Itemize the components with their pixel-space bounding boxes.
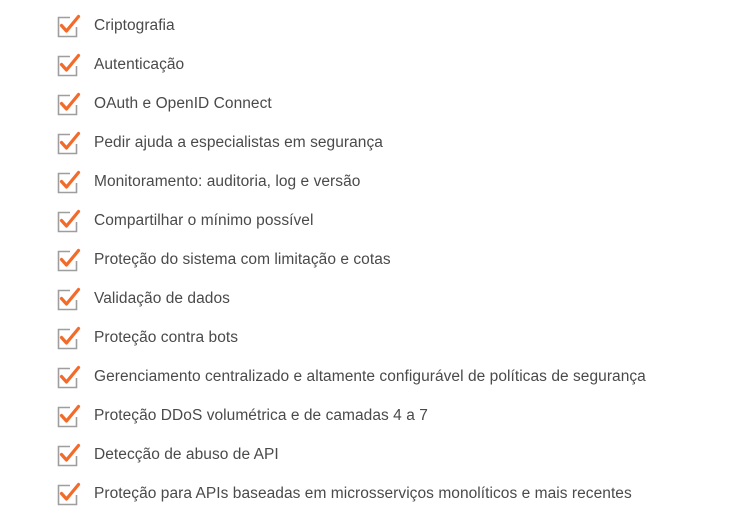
checklist-item [55,6,725,45]
checklist-item-label: Gerenciamento centralizado e altamente configurável de políticas de segurança [94,367,646,385]
checklist-item [55,84,725,123]
checked-box-icon [55,247,81,273]
checked-box-icon [55,130,81,156]
checklist-item [55,279,725,318]
checked-box-icon [55,403,81,429]
checked-box-icon [55,325,81,351]
checked-box-icon [55,286,81,312]
checklist-item [55,201,725,240]
checked-box-icon [55,169,81,195]
checklist-item [55,123,725,162]
checklist-item [55,162,725,201]
checklist-item [55,396,725,435]
checklist-item-label: Proteção para APIs baseadas em microsserviços monolíticos e mais recentes [94,484,632,502]
checklist-item-label: Proteção contra bots [94,328,239,346]
checked-box-icon [55,91,81,117]
security-checklist [55,6,725,513]
checked-box-icon [55,52,81,78]
checklist-item [55,474,725,513]
checklist-item-label: Validação de dados [94,289,230,307]
checklist-item [55,357,725,396]
checklist-item-label: Criptografia [94,16,175,34]
checklist-item [55,240,725,279]
checklist-item-label: Pedir ajuda a especialistas em segurança [94,133,383,151]
checklist-item-label: Proteção DDoS volumétrica e de camadas 4 a 7 [94,406,428,424]
checked-box-icon [55,208,81,234]
checklist-item [55,318,725,357]
checklist-item-label: Detecção de abuso de API [94,445,279,463]
checked-box-icon [55,442,81,468]
checked-box-icon [55,481,81,507]
checklist-item-label: OAuth e OpenID Connect [94,94,272,112]
checklist-item [55,45,725,84]
checklist-item-label: Compartilhar o mínimo possível [94,211,314,229]
checklist-item-label: Autenticação [94,55,185,73]
checklist-item [55,435,725,474]
checklist-item-label: Proteção do sistema com limitação e cotas [94,250,391,268]
checklist-item-label: Monitoramento: auditoria, log e versão [94,172,361,190]
checked-box-icon [55,13,81,39]
checked-box-icon [55,364,81,390]
